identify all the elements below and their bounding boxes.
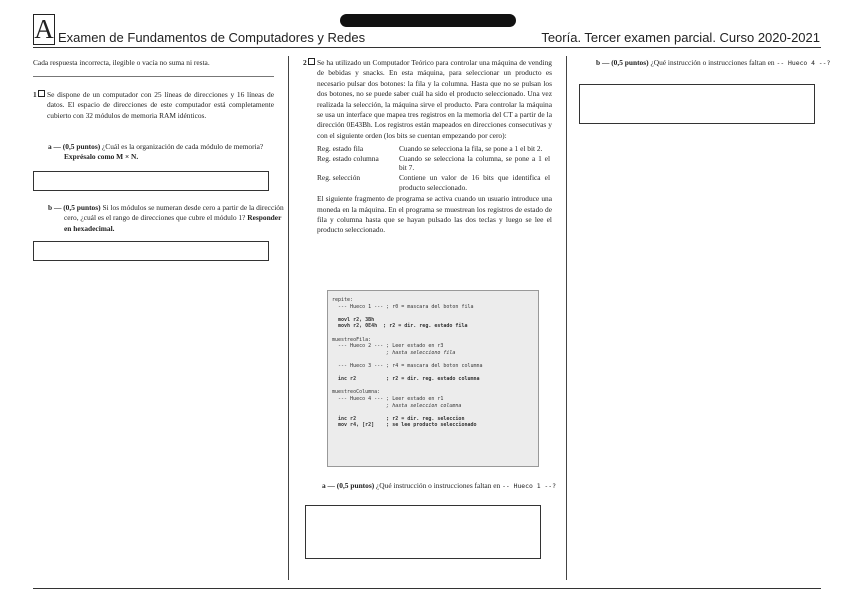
- answer-box-1a[interactable]: [33, 171, 269, 191]
- register-name: Reg. selección: [317, 173, 361, 183]
- question-2a-points: (0,5 puntos): [336, 481, 375, 490]
- question-2-number: 2: [303, 58, 317, 141]
- question-2a-text: ¿Qué instrucción o instrucciones faltan en: [376, 481, 501, 490]
- question-1a-text: ¿Cuál es la organización de cada módulo de memoria?: [102, 142, 264, 151]
- code-line: ; hasta seleccion columna: [332, 402, 462, 409]
- registers-table: [317, 144, 550, 192]
- code-line: ; hasta selecciono fila: [332, 349, 456, 356]
- question-2b-text: ¿Qué instrucción o instrucciones faltan en: [650, 58, 775, 67]
- question-1b-text: Si los módulos se numeran desde cero a partir de la dirección cero, ¿cuál es el rango de direcciones que cubre el módulo 1?: [64, 203, 284, 223]
- question-1b-emphasis: Responder en hexadecimal.: [64, 213, 282, 233]
- question-1b-label: b —: [48, 203, 62, 212]
- register-row: [317, 144, 550, 154]
- code-line: [332, 383, 538, 390]
- code-line: repite:: [332, 297, 354, 303]
- question-2: [303, 58, 552, 236]
- exam-subtitle: Teoría. Tercer examen parcial. Curso 2020-2021: [541, 30, 820, 45]
- code-listing: [327, 290, 539, 467]
- code-line: inc r2 ; r2 = dir. reg. estado columna: [332, 376, 480, 383]
- question-2a-label: a —: [322, 481, 335, 490]
- code-line: [332, 310, 538, 317]
- code-line: --- Hueco 3 --- ; r4 = mascara del boton columna: [332, 362, 483, 369]
- question-2a-gap: -- Hueco 1 --?: [502, 482, 556, 490]
- code-line: muestreoColumna:: [332, 389, 381, 396]
- question-1a-emphasis: Exprésalo como M × N.: [64, 152, 139, 162]
- code-line: muestreoFila:: [332, 336, 372, 343]
- checkbox-icon: [38, 90, 45, 97]
- register-row: [317, 173, 550, 192]
- answer-box-1b[interactable]: [33, 241, 269, 261]
- instructions: Cada respuesta incorrecta, ilegible o vacía no suma ni resta.: [33, 58, 210, 67]
- question-2-after: El siguiente fragmento de programa se activa cuando un usuario introduce una moneda en la máquina. En el programa se muestrean los registros de estado de fila y columna hasta que se hayan pulsado las dos teclas y luego se lee el producto seleccionado.: [317, 194, 552, 235]
- register-desc: Cuando se selecciona la columna, se pone a 1 el bit 7.: [399, 153, 550, 173]
- question-1a: [48, 142, 290, 163]
- register-desc: Contiene un valor de 16 bits que identifica el producto seleccionado.: [399, 173, 550, 192]
- instructions-rule: [33, 76, 274, 77]
- answer-box-2a[interactable]: [305, 505, 541, 559]
- question-1a-label: a —: [48, 142, 61, 151]
- question-2b: [596, 58, 838, 68]
- code-line: [332, 370, 538, 377]
- question-1b: [48, 203, 290, 234]
- question-1b-points: (0,5 puntos): [63, 203, 101, 212]
- question-2b-gap: -- Hueco 4 --?: [776, 59, 831, 67]
- question-1a-points: (0,5 puntos): [62, 142, 101, 151]
- header-rule: [33, 47, 821, 48]
- code-line: --- Hueco 2 --- ; Leer estado en r3: [332, 343, 444, 350]
- question-2b-label: b —: [596, 58, 610, 67]
- code-line: movh r2, 0E4h ; r2 = dir. reg. estado fila: [332, 323, 468, 330]
- code-line: --- Hueco 1 --- ; r0 = mascara del boton fila: [332, 303, 474, 310]
- code-line: movl r2, 3Bh: [332, 316, 375, 323]
- code-line: inc r2 ; r2 = dir. reg. seleccion: [332, 415, 465, 422]
- question-1-text: Se dispone de un computador con 25 líneas de direcciones y 16 líneas de datos. El espacio de direcciones de este computador está completamente cubierto con 32 módulos de memoria RAM idénticos.: [47, 90, 274, 120]
- code-line: [332, 330, 538, 337]
- answer-box-2b[interactable]: [579, 84, 815, 124]
- footer-rule: [33, 588, 821, 589]
- exam-title: Examen de Fundamentos de Computadores y Redes: [58, 30, 366, 45]
- question-1: [33, 90, 274, 121]
- column-divider-2: [566, 56, 567, 580]
- column-divider-1: [288, 56, 289, 580]
- code-line: [332, 409, 538, 416]
- register-row: [317, 154, 550, 173]
- code-line: --- Hueco 4 --- ; Leer estado en r1: [332, 395, 444, 402]
- question-2b-points: (0,5 puntos): [611, 58, 649, 67]
- question-2-intro: Se ha utilizado un Computador Teórico para controlar una máquina de vending de bebidas y snacks. En esta máquina, para seleccionar un producto es necesario pulsar dos botones: la fila y la columna. Hasta que no se pulsan los dos botones, no se puede saber cuál ha sido el producto seleccionado. Una vez realizada la selección, la máquina sirve el producto. Para controlar la máquina se usa un interface que mapea tres registros en la memoria del CT a partir de la dirección 0E43Bh. Los registros están mapeados en direcciones consecutivas y con el siguiente orden (los bits se cuentan empezando por cero):: [317, 58, 552, 140]
- checkbox-icon: [308, 58, 315, 65]
- code-line: mov r4, [r2] ; se lee producto seleccionado: [332, 422, 477, 429]
- code-line: [332, 356, 538, 363]
- register-desc: Cuando se selecciona la fila, se pone a 1 el bit 2.: [399, 144, 543, 154]
- register-name: Reg. estado fila: [317, 144, 364, 154]
- exam-version-letter: A: [34, 14, 54, 44]
- redacted-name: [340, 14, 516, 27]
- question-2a: [322, 481, 570, 491]
- question-1-number: 1: [33, 90, 47, 121]
- register-name: Reg. estado columna: [317, 153, 379, 163]
